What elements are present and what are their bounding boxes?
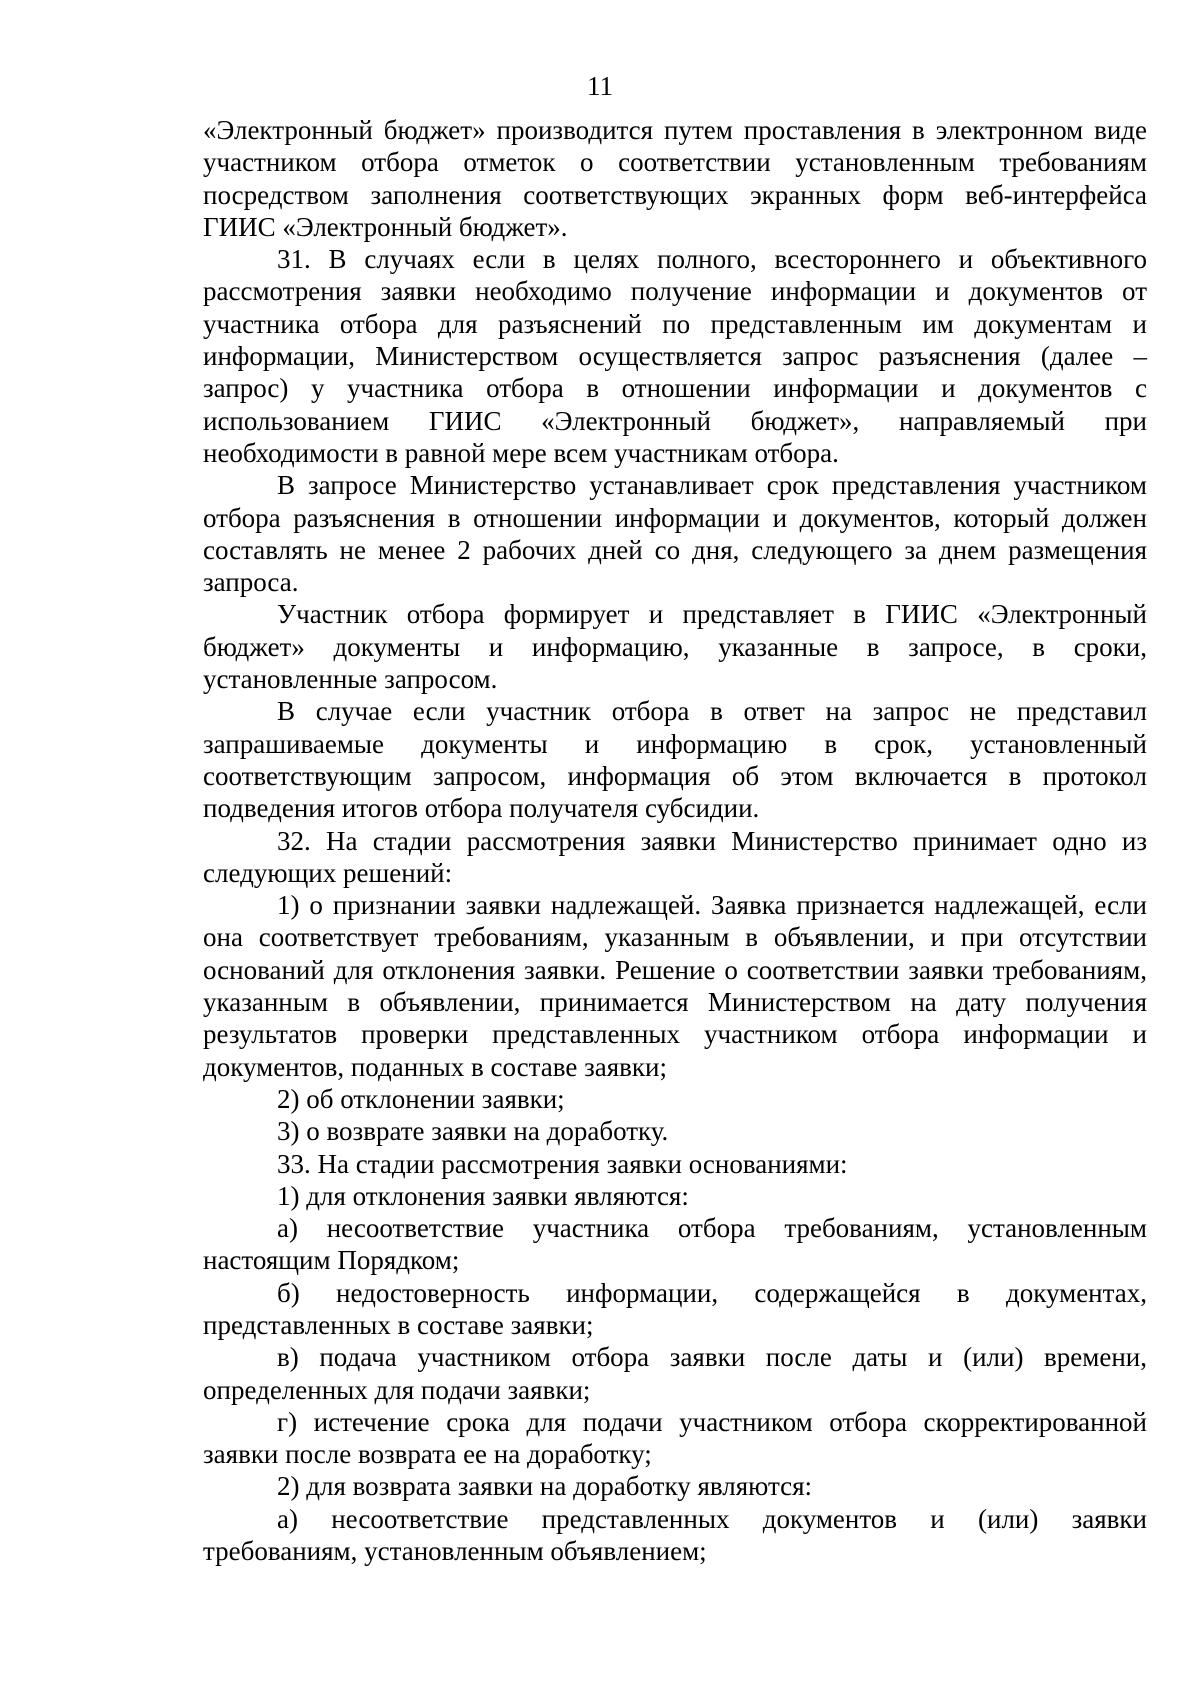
page-number: 11: [587, 71, 613, 101]
paragraph: а) несоответствие представленных документов и (или) заявки требованиям, установленным объявлением;: [203, 1503, 1147, 1567]
paragraph: а) несоответствие участника отбора требованиям, установленным настоящим Порядком;: [203, 1213, 1147, 1276]
paragraph: 1) для отклонения заявки являются:: [277, 1180, 689, 1211]
paragraph: В случае если участник отбора в ответ на запрос не представил запрашиваемые документы и информацию в срок, установленный соответствующим запросом, информация об этом включается в протокол подведения итогов отбора получателя субсидии.: [203, 696, 1147, 824]
paragraph: Участник отбора формирует и представляет в ГИИС «Электронный бюджет» документы и информацию, указанные в запросе, в сроки, установленные запросом.: [203, 599, 1147, 695]
paragraph: 1) о признании заявки надлежащей. Заявка признается надлежащей, если она соответствует требованиям, указанным в объявлении, и при отсутствии оснований для отклонения заявки. Решение о соответствии заявки требованиям, указанным в объявлении, принимается Министерством на дату получения результатов проверки представленных участником отбора информации и документов, поданных в составе заявки;: [203, 890, 1147, 1082]
paragraph: 31. В случаях если в целях полного, всестороннего и объективного рассмотрения заявки необходимо получение информации и документов от участника отбора для разъяснений по представленным им документам и информации, Министерством осуществляется запрос разъяснения (далее – запрос) у участника отбора в отношении информации и документов с использованием ГИИС «Электронный бюджет», направляемый при необходимости в равной мере всем участникам отбора.: [203, 244, 1147, 468]
paragraph: в) подача участником отбора заявки после даты и (или) времени, определенных для подачи заявки;: [203, 1342, 1147, 1405]
paragraph: 2) для возврата заявки на доработку являются:: [277, 1471, 813, 1502]
paragraph: 3) о возврате заявки на доработку.: [277, 1116, 669, 1147]
paragraph: б) недостоверность информации, содержащейся в документах, представленных в составе заявки;: [203, 1277, 1147, 1340]
paragraph: 33. На стадии рассмотрения заявки основаниями:: [277, 1148, 848, 1179]
paragraph: В запросе Министерство устанавливает срок представления участником отбора разъяснения в отношении информации и документов, который должен составлять не менее 2 рабочих дней со дня, следующего за днем размещения запроса.: [203, 470, 1147, 598]
paragraph: 2) об отклонении заявки;: [277, 1083, 565, 1114]
paragraph: «Электронный бюджет» производится путем проставления в электронном виде участником отбора отметок о соответствии установленным требованиям посредством заполнения соответствующих экранных форм веб-интерфейса ГИИС «Электронный бюджет».: [203, 115, 1147, 242]
paragraph: 32. На стадии рассмотрения заявки Министерство принимает одно из следующих решений:: [203, 825, 1147, 888]
paragraph: г) истечение срока для подачи участником отбора скорректированной заявки после возврата ее на доработку;: [203, 1406, 1147, 1470]
document-body: [203, 114, 1147, 1567]
